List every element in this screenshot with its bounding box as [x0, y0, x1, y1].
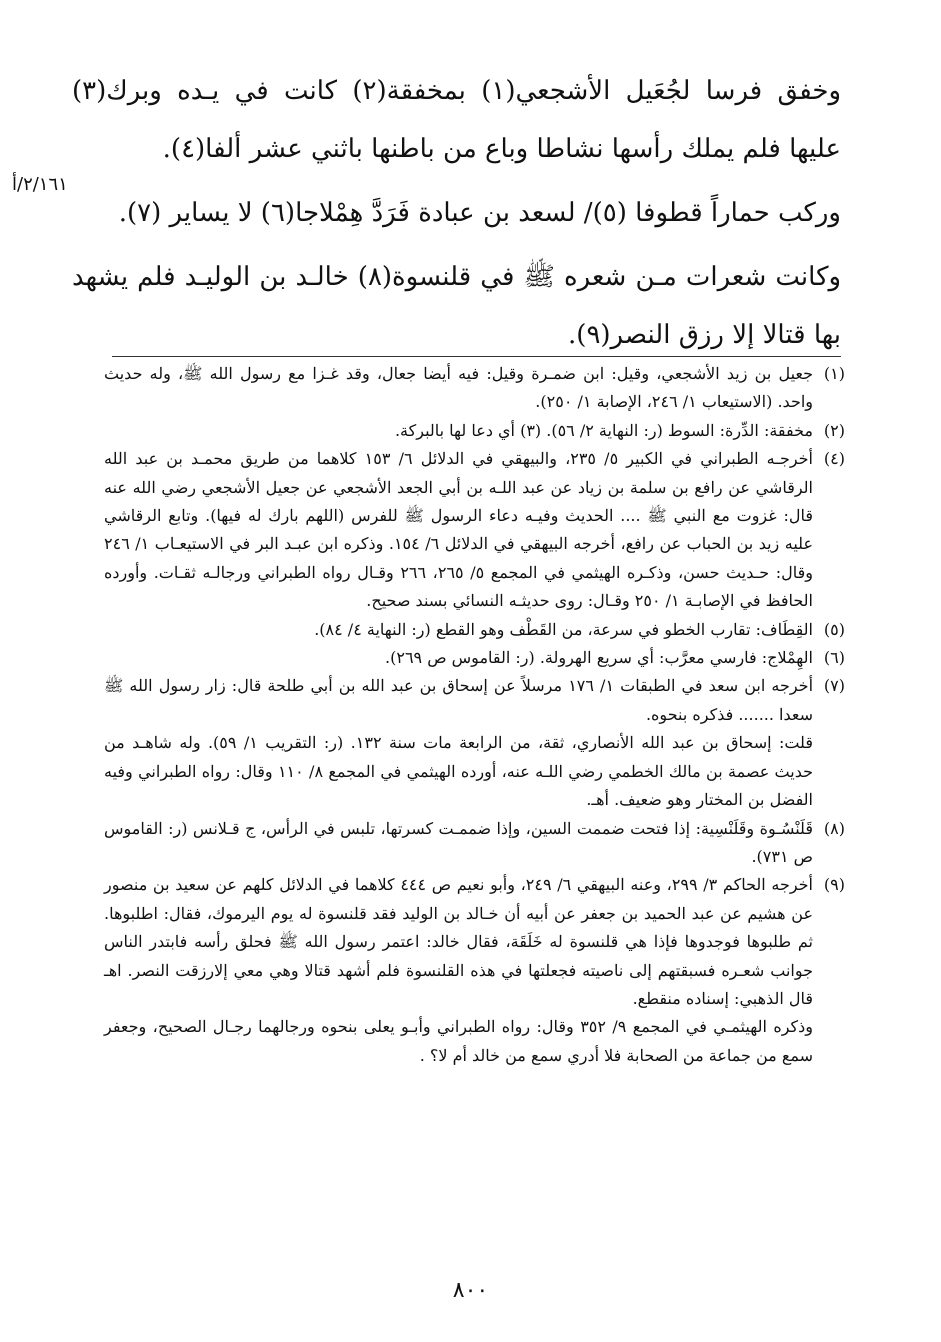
footnote-text: أخرجه الحاكم ٣/ ٢٩٩، وعنه البيهقي ٦/ ٢٤٩، وأبو نعيم ص ٤٤٤ كلاهما في الدلائل كلهم عن سعيد بن منصور عن هشيم عن عبد الحميد بن جعفر عن أبيه أن خـالد بن الوليد فقد قلنسوة له يوم اليرموك، فقال: اطلبوها. ثم طلبوها فوجدوها فإذا هي قلنسوة له خَلَقَة، فقال خالد: اعتمر رسول الله ﷺ فحلق رأسه فابتدر الناس جوانب شعـره فسبقتهم إلى ناصيته فجعلتها في هذه القلنسوة فلم أشهد قتالا وهي معي إلارزقت النصر. اهـ قال الذهبي: إسناده منقطع.: [104, 875, 814, 1008]
footnote-9-continued: [104, 1013, 845, 1070]
footnote-text: مخفقة: الدِّرة: السوط (ر: النهاية ٢/ ٥٦). (٣) أي دعا لها بالبركة.: [394, 420, 813, 440]
footnote-6: [104, 644, 845, 672]
main-paragraph-1: وخفق فرسا لجُعَيل الأشجعي(١) بمخفقة(٢) كانت في يـده وبرك(٣) عليها فلم يملك رأسها نشاطا وباع من باطنها باثني عشر ألفا(٤).: [72, 76, 841, 164]
footnote-text: قَلَنْسُـوة وقَلَنْسِية: إذا فتحت ضممت السين، وإذا ضممـت كسرتها، تلبس في الرأس، ج قـلانس (ر: القاموس ص ٧٣١).: [104, 818, 813, 866]
footnote-4: [104, 445, 845, 615]
footnote-number: [813, 1013, 845, 1070]
footnote-text: جعيل بن زيد الأشجعي، وقيل: ابن ضمـرة وقيل: فيه أيضا جعال، وقد غـزا مع رسول الله ﷺ، وله حديث واحد. (الاستيعاب ١/ ٢٤٦، الإصابة ١/ ٢٥٠).: [104, 364, 813, 412]
footnote-text: قلت: إسحاق بن عبد الله الأنصاري، ثقة، من الرابعة مات سنة ١٣٢. (ر: التقريب ١/ ٥٩). وله شاهـد من حديث عصمة بن مالك الخطمي رضي اللـه عنه، أورده الهيثمي في المجمع ٨/ ١١٠ وقال: رواه الطبراني وفيه الفضل بن المختار وهو ضعيف. أهـ.: [104, 733, 814, 810]
footnote-divider: [112, 356, 841, 357]
footnote-5: [104, 616, 845, 644]
footnote-number: (٤): [823, 449, 845, 469]
footnote-7: [104, 672, 845, 729]
main-paragraph-2: وركب حماراً قطوفا (٥)/ لسعد بن عبادة فَرَدَّ هِمْلاجا(٦) لا يساير (٧).: [118, 198, 841, 228]
footnote-number: (٧): [823, 676, 845, 696]
footnote-text: أخرجـه الطبراني في الكبير ٥/ ٢٣٥، والبيهقي في الدلائل ٦/ ١٥٣ كلاهما من طريق محمـد بن عبد الله الرقاشي عن رافع بن سلمة بن زياد عن عبد اللـه بن أبي الجعد الأشجعي عن جعيل الأشجعي رضي الله عنه قال: غزوت مع النبي ﷺ .... الحديث وفيـه دعاء الرسول ﷺ للفرس (اللهم بارك له فيها). وتابع الرقاشي عليه زيد بن الحباب عن رافع، أخرجه البيهقي في الدلائل ٦/ ١٥٤. وذكره ابن عبـد البر في الاستيعـاب ١/ ٢٤٦ وقال: حـديث حسن، وذكـره الهيثمي في المجمع ٥/ ٢٦٥، ٢٦٦ وقـال رواه الطبراني ورجالـه ثقـات. وأورده الحافظ في الإصابـة ١/ ٢٥٠ وقـال: روى حديثـه النسائي بسند صحيح.: [104, 449, 814, 611]
footnote-1: [104, 360, 845, 417]
main-paragraph-3: وكانت شعرات مـن شعره ﷺ في قلنسوة(٨) خالـد بن الوليـد فلم يشهد بها قتالا إلا رزق النصر(٩).: [72, 262, 841, 350]
footnote-number: (٥): [823, 619, 845, 639]
footnote-8: [104, 815, 845, 872]
main-text: [72, 62, 841, 370]
footnote-9: [104, 871, 845, 1013]
footnote-text: الهِمْلاج: فارسي معرَّب: أي سريع الهرولة. (ر: القاموس ص ٢٦٩).: [385, 648, 813, 668]
footnote-2: [104, 417, 845, 445]
footnote-text: وذكره الهيثمـي في المجمع ٩/ ٣٥٢ وقال: رواه الطبراني وأبـو يعلى بنحوه ورجالهما رجـال الصحيح، وجعفر سمع من جماعة من الصحابة فلا أدري سمع من خالد أم لا؟ .: [104, 1017, 813, 1065]
footnote-number: (٢): [823, 420, 845, 440]
footnote-7-continued: [104, 729, 845, 814]
footnote-number: (١): [823, 364, 845, 383]
page-number: ٨٠٠: [452, 1278, 489, 1303]
footnote-number: [813, 729, 845, 814]
footnote-number: (٩): [823, 875, 845, 895]
margin-reference: ٢/١٦١/أ: [12, 174, 68, 195]
footnotes: [104, 360, 845, 1070]
footnote-number: (٦): [823, 648, 845, 668]
footnote-text: القِطَاف: تقارب الخطو في سرعة، من القَطْف وهو القطع (ر: النهاية ٤/ ٨٤).: [314, 619, 813, 639]
footnote-text: أخرجه ابن سعد في الطبقات ١/ ١٧٦ مرسلاً عن إسحاق بن عبد الله بن أبي طلحة قال: زار رسول الله ﷺ سعدا ....... فذكره بنحوه.: [104, 676, 814, 724]
footnote-number: (٨): [823, 818, 845, 838]
